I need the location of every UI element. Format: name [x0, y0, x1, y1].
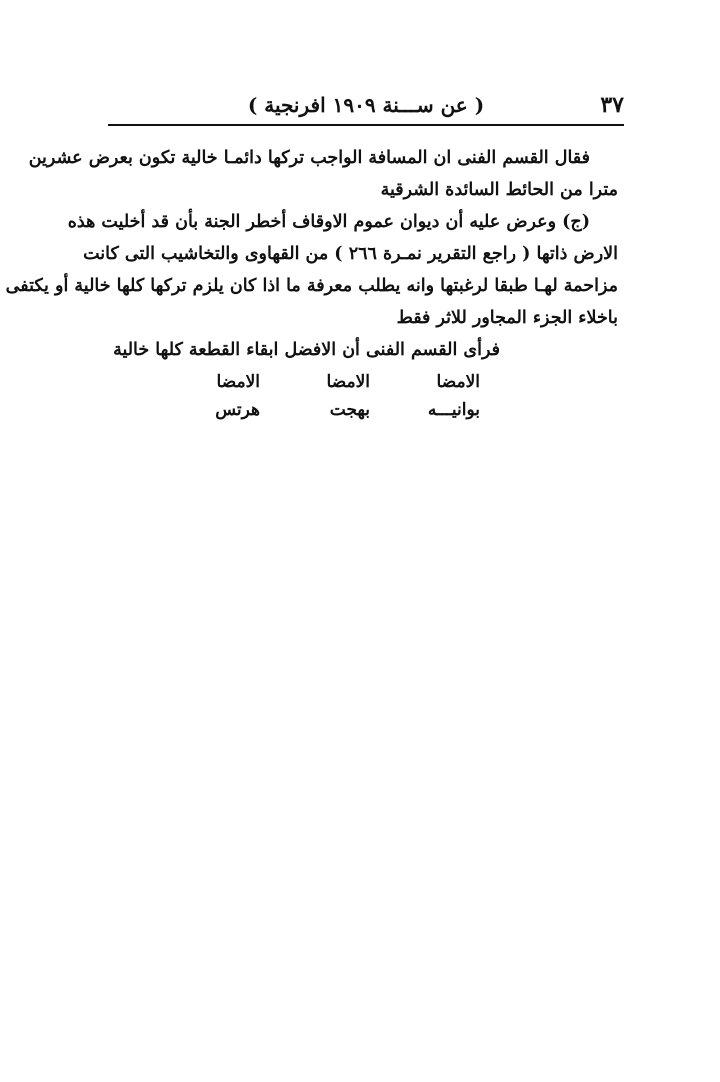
signature-label: الامضا [326, 372, 370, 392]
paragraph-1-line-1: فقال القسم الفنى ان المسافة الواجب تركها دائمـا خالية تكون بعرض عشرين [28, 148, 590, 168]
paragraph-2-line-2: الارض ذاتها ( راجع التقرير نمـرة ٢٦٦ ) من القهاوى والتخاشيب التى كانت [83, 244, 618, 264]
paragraph-2-line-4: باخلاء الجزء المجاور للاثر فقط [396, 308, 618, 328]
signature-label: الامضا [436, 372, 480, 392]
signature-labels-row [150, 368, 480, 396]
signature-block [150, 368, 480, 424]
header-rule [108, 124, 624, 126]
signatory-name: بوانيـــه [427, 400, 480, 420]
signatory-name: بهجت [329, 400, 370, 420]
signature-names-row [150, 396, 480, 424]
paragraph-2-line-1: (ج) وعرض عليه أن ديوان عموم الاوقاف أخطر الجنة بأن قد أخليت هذه [67, 212, 590, 232]
paragraph-2-line-3: مزاحمة لهـا طبقا لرغبتها وانه يطلب معرفة ما اذا كان يلزم تركها كلها خالية أو يكتفى [5, 276, 618, 296]
paragraph-3-line-1: فرأى القسم الفنى أن الافضل ابقاء القطعة كلها خالية [113, 340, 500, 360]
body-text [5, 142, 618, 366]
running-head: ( عن ســـنة ١٩٠٩ افرنجية ) [247, 93, 485, 117]
paragraph-1-line-2: مترا من الحائط السائدة الشرقية [380, 180, 618, 200]
page-header [108, 86, 624, 122]
signature-label: الامضا [216, 372, 260, 392]
signatory-name: هرتس [215, 400, 260, 420]
page-number: ٣٧ [600, 92, 624, 118]
